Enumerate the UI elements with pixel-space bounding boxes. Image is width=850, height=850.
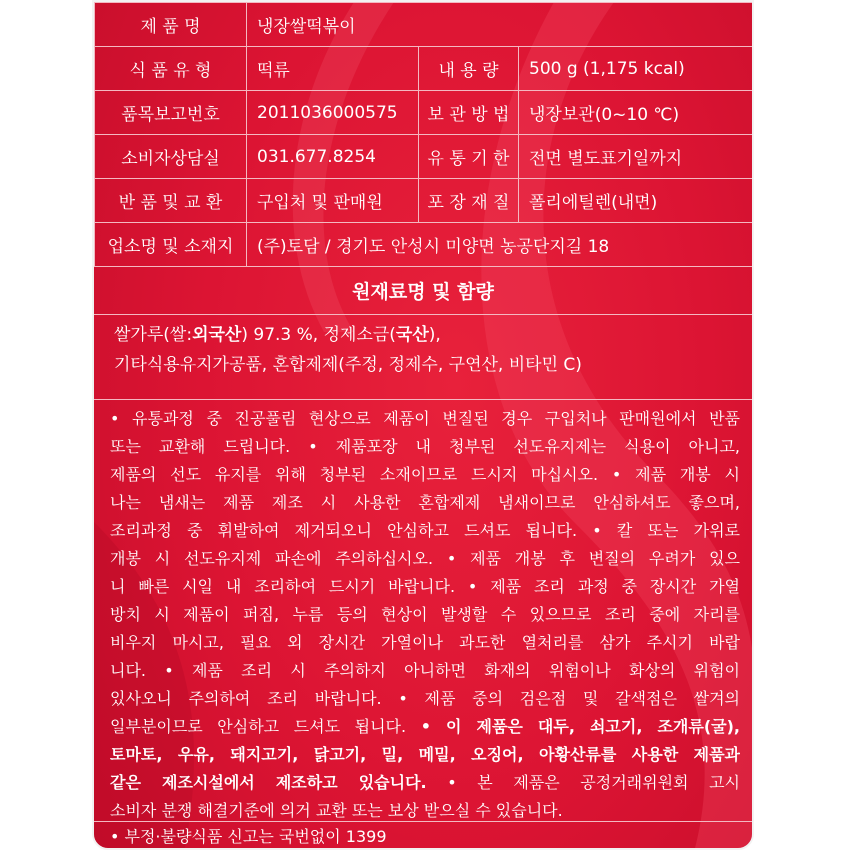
notice-line: 있사오니 주의하여 조리 바랍니다. • 제품 중의 검은점 및 갈색점은 쌀겨의 xyxy=(110,689,740,708)
content-label: 내 용 량 xyxy=(419,47,519,91)
notice-line: 니다. • 제품 조리 시 주의하지 아니하면 화재의 위험이나 화상의 위험이 xyxy=(110,661,740,680)
product-name-value: 냉장쌀떡볶이 xyxy=(247,3,753,47)
report-no-value: 2011036000575 xyxy=(247,91,419,135)
notice-text: • 본 제품은 공정거래위원회 고시 xyxy=(426,773,740,792)
packaging-value: 폴리에틸렌(내면) xyxy=(519,179,753,223)
report-hotline: • 부정·불량식품 신고는 국번없이 1399 xyxy=(110,827,387,846)
maker-label: 업소명 및 소재지 xyxy=(95,223,247,267)
allergen-warning: • 이 제품은 대두, 쇠고기, 조개류(굴), xyxy=(420,717,740,736)
spec-row xyxy=(95,3,753,47)
food-type-label: 식 품 유 형 xyxy=(95,47,247,91)
spec-row xyxy=(95,223,753,267)
notice-line: 조리과정 중 휘발하여 제거되오니 안심하고 드셔도 됩니다. • 칼 또는 가위로 xyxy=(110,521,740,540)
notice-line: 소비자 분쟁 해결기준에 의거 교환 또는 보상 받으실 수 있습니다. xyxy=(110,801,563,820)
expiry-value: 전면 별도표기일까지 xyxy=(519,135,753,179)
ingredients-line-1 xyxy=(114,320,734,350)
allergen-warning: 토마토, 우유, 돼지고기, 닭고기, 밀, 메밀, 오징어, 아황산류를 사용한 제품과 xyxy=(110,745,740,764)
notice-line: 비우지 마시고, 필요 외 장시간 가열이나 과도한 열처리를 삼가 주시기 바랍 xyxy=(110,633,740,652)
notice-line: 제품의 선도 유지를 위해 청부된 소재이므로 드시지 마십시오. • 제품 개봉 시 xyxy=(110,465,740,484)
spec-row xyxy=(95,179,753,223)
spec-row xyxy=(95,91,753,135)
notice-line: 니 빠른 시일 내 조리하여 드시기 바랍니다. • 제품 조리 과정 중 장시간 가열 xyxy=(110,577,740,596)
ingredient-text: 쌀가루(쌀: xyxy=(114,325,193,345)
notice-line: • 유통과정 중 진공풀림 현상으로 제품이 변질된 경우 구입처나 판매원에서 반품 xyxy=(110,409,740,428)
notice-line: 개봉 시 선도유지제 파손에 주의하십시오. • 제품 개봉 후 변질의 우려가 있으 xyxy=(110,549,740,568)
notice-line: 또는 교환해 드립니다. • 제품포장 내 청부된 선도유지제는 식용이 아니고, xyxy=(110,437,740,456)
storage-value: 냉장보관(0~10 ℃) xyxy=(519,91,753,135)
ingredients-text xyxy=(114,320,734,380)
report-no-label: 품목보고번호 xyxy=(95,91,247,135)
ingredients-title: 원재료명 및 함량 xyxy=(94,270,752,315)
storage-label: 보 관 방 법 xyxy=(419,91,519,135)
food-label xyxy=(92,0,754,850)
allergen-warning: 같은 제조시설에서 제조하고 있습니다. xyxy=(110,773,427,792)
packaging-label: 포 장 재 질 xyxy=(419,179,519,223)
spec-row xyxy=(95,135,753,179)
consult-label: 소비자상담실 xyxy=(95,135,247,179)
spec-row xyxy=(95,47,753,91)
exchange-label: 반 품 및 교 환 xyxy=(95,179,247,223)
ingredient-text: ), xyxy=(428,325,441,345)
notice-line xyxy=(110,769,740,797)
notice-line: 나는 냄새는 제품 제조 시 사용한 혼합제제 냄새이므로 안심하셔도 좋으며, xyxy=(110,493,740,512)
notice-text: 일부분이므로 안심하고 드셔도 됩니다. xyxy=(110,717,421,736)
consult-value: 031.677.8254 xyxy=(247,135,419,179)
food-type-value: 떡류 xyxy=(247,47,419,91)
notice-line: 방치 시 제품이 퍼짐, 누름 등의 현상이 발생할 수 있으므로 조리 중에 자리를 xyxy=(110,605,740,624)
notice-line xyxy=(110,713,740,741)
expiry-label: 유 통 기 한 xyxy=(419,135,519,179)
exchange-value: 구입처 및 판매원 xyxy=(247,179,419,223)
maker-value: (주)토담 / 경기도 안성시 미양면 농공단지길 18 xyxy=(247,223,753,267)
ingredients-line-2: 기타식용유지가공품, 혼합제제(주정, 정제수, 구연산, 비타민 C) xyxy=(114,355,582,375)
notice-line xyxy=(110,741,740,769)
product-name-label: 제 품 명 xyxy=(95,3,247,47)
spec-table xyxy=(94,2,753,267)
ingredient-origin: 외국산 xyxy=(192,325,242,345)
ingredient-origin: 국산 xyxy=(395,325,429,345)
ingredient-text: ) 97.3 %, 정제소금( xyxy=(241,325,396,345)
content-value: 500 g (1,175 kcal) xyxy=(519,47,753,91)
caution-notice xyxy=(94,399,752,822)
